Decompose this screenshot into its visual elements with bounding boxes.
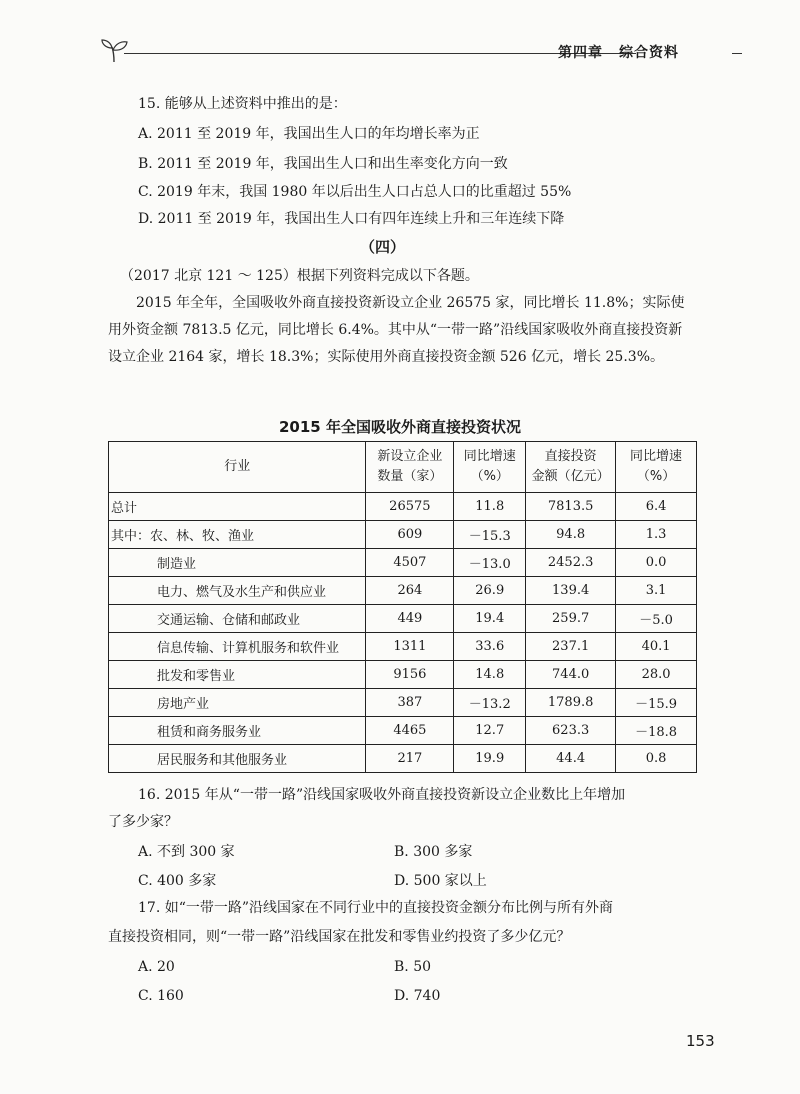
page-header (100, 38, 740, 68)
q17-option-a: A. 20 (138, 959, 175, 975)
cell-industry: 电力、燃气及水生产和供应业 (109, 577, 366, 605)
q17-option-c: C. 160 (138, 988, 184, 1004)
table-row (109, 717, 697, 745)
cell-investment: 623.3 (526, 717, 616, 745)
cell-growth-investment: 6.4 (616, 493, 697, 521)
cell-growth-investment: 28.0 (616, 661, 697, 689)
table-row (109, 577, 697, 605)
cell-growth-firms: 33.6 (454, 633, 526, 661)
cell-investment: 259.7 (526, 605, 616, 633)
cell-industry: 总计 (109, 493, 366, 521)
cell-growth-investment: 0.8 (616, 745, 697, 773)
cell-new-firms: 387 (366, 689, 454, 717)
table-row (109, 605, 697, 633)
table-row (109, 521, 697, 549)
q17-stem-line1: 17. 如“一带一路”沿线国家在不同行业中的直接投资金额分布比例与所有外商 (138, 900, 614, 916)
investment-table (108, 441, 697, 773)
header-new-firms: 新设立企业 数量（家） (366, 442, 454, 493)
q15-stem: 15. 能够从上述资料中推出的是： (138, 96, 347, 112)
table-row (109, 633, 697, 661)
chapter-label (558, 42, 748, 62)
table-row (109, 493, 697, 521)
q17-option-b: B. 50 (394, 959, 432, 975)
cell-new-firms: 9156 (366, 661, 454, 689)
section-paragraph: 2015 年全年，全国吸收外商直接投资新设立企业 26575 家，同比增长 11.8%；实际使用外资金额 7813.5 亿元，同比增长 6.4%。其中从“一带一路”沿线国家吸收外商直接投资新设立企业 2164 家，增长 18.3%；实际使用外商直接投资金额 526 亿元，增长 25.3%。 (108, 295, 685, 365)
q16-stem-line2: 了多少家？ (108, 814, 178, 830)
section-source: （2017 北京 121 ～ 125）根据下列资料完成以下各题。 (120, 268, 479, 284)
cell-investment: 237.1 (526, 633, 616, 661)
cell-new-firms: 449 (366, 605, 454, 633)
cell-growth-investment: 3.1 (616, 577, 697, 605)
cell-growth-firms: 12.7 (454, 717, 526, 745)
cell-growth-firms: 19.9 (454, 745, 526, 773)
q15-option-a: A. 2011 至 2019 年，我国出生人口的年均增长率为正 (138, 126, 480, 142)
cell-growth-firms: －13.0 (454, 549, 526, 577)
cell-growth-firms: －13.2 (454, 689, 526, 717)
cell-industry: 居民服务和其他服务业 (109, 745, 366, 773)
cell-new-firms: 264 (366, 577, 454, 605)
q15-option-d: D. 2011 至 2019 年，我国出生人口有四年连续上升和三年连续下降 (138, 211, 565, 227)
q15-option-c: C. 2019 年末，我国 1980 年以后出生人口占总人口的比重超过 55% (138, 184, 572, 200)
cell-growth-investment: 40.1 (616, 633, 697, 661)
cell-new-firms: 609 (366, 521, 454, 549)
q17-option-d: D. 740 (394, 988, 441, 1004)
cell-investment: 1789.8 (526, 689, 616, 717)
cell-growth-investment: －18.8 (616, 717, 697, 745)
table-row (109, 689, 697, 717)
cell-growth-investment: －15.9 (616, 689, 697, 717)
cell-growth-investment: 0.0 (616, 549, 697, 577)
header-rule-right (732, 53, 742, 54)
table-row (109, 661, 697, 689)
q16-option-b: B. 300 多家 (394, 844, 473, 860)
header-growth-investment: 同比增速 （%） (616, 442, 697, 493)
cell-growth-investment: －5.0 (616, 605, 697, 633)
cell-investment: 94.8 (526, 521, 616, 549)
table-row (109, 549, 697, 577)
table-row (109, 745, 697, 773)
cell-new-firms: 4507 (366, 549, 454, 577)
cell-new-firms: 1311 (366, 633, 454, 661)
cell-growth-firms: 19.4 (454, 605, 526, 633)
section-title: （四） (360, 238, 406, 256)
cell-industry: 房地产业 (109, 689, 366, 717)
q15-option-b: B. 2011 至 2019 年，我国出生人口和出生率变化方向一致 (138, 156, 508, 172)
cell-new-firms: 217 (366, 745, 454, 773)
cell-investment: 744.0 (526, 661, 616, 689)
table-header-row (109, 442, 697, 493)
cell-industry: 制造业 (109, 549, 366, 577)
cell-investment: 44.4 (526, 745, 616, 773)
cell-growth-firms: 11.8 (454, 493, 526, 521)
q17-stem-line2: 直接投资相同，则“一带一路”沿线国家在批发和零售业约投资了多少亿元？ (108, 929, 571, 945)
header-industry: 行业 (109, 442, 366, 493)
table-title: 2015 年全国吸收外商直接投资状况 (279, 418, 521, 436)
leaf-icon (100, 38, 130, 64)
cell-investment: 2452.3 (526, 549, 616, 577)
cell-industry: 租赁和商务服务业 (109, 717, 366, 745)
q16-stem-line1: 16. 2015 年从“一带一路”沿线国家吸收外商直接投资新设立企业数比上年增加 (138, 787, 626, 803)
chapter-section: 综合资料 (619, 45, 679, 61)
cell-investment: 7813.5 (526, 493, 616, 521)
header-investment: 直接投资 金额（亿元） (526, 442, 616, 493)
cell-industry: 信息传输、计算机服务和软件业 (109, 633, 366, 661)
cell-growth-firms: 14.8 (454, 661, 526, 689)
q16-option-a: A. 不到 300 家 (138, 844, 235, 860)
cell-industry: 交通运输、仓储和邮政业 (109, 605, 366, 633)
header-growth-firms: 同比增速 （%） (454, 442, 526, 493)
cell-growth-firms: 26.9 (454, 577, 526, 605)
cell-industry: 其中：农、林、牧、渔业 (109, 521, 366, 549)
cell-investment: 139.4 (526, 577, 616, 605)
cell-industry: 批发和零售业 (109, 661, 366, 689)
q16-option-d: D. 500 家以上 (394, 873, 487, 889)
chapter-number: 第四章 (558, 45, 603, 61)
cell-new-firms: 4465 (366, 717, 454, 745)
page-number: 153 (686, 1032, 715, 1050)
cell-growth-firms: －15.3 (454, 521, 526, 549)
cell-growth-investment: 1.3 (616, 521, 697, 549)
q16-option-c: C. 400 多家 (138, 873, 217, 889)
cell-new-firms: 26575 (366, 493, 454, 521)
